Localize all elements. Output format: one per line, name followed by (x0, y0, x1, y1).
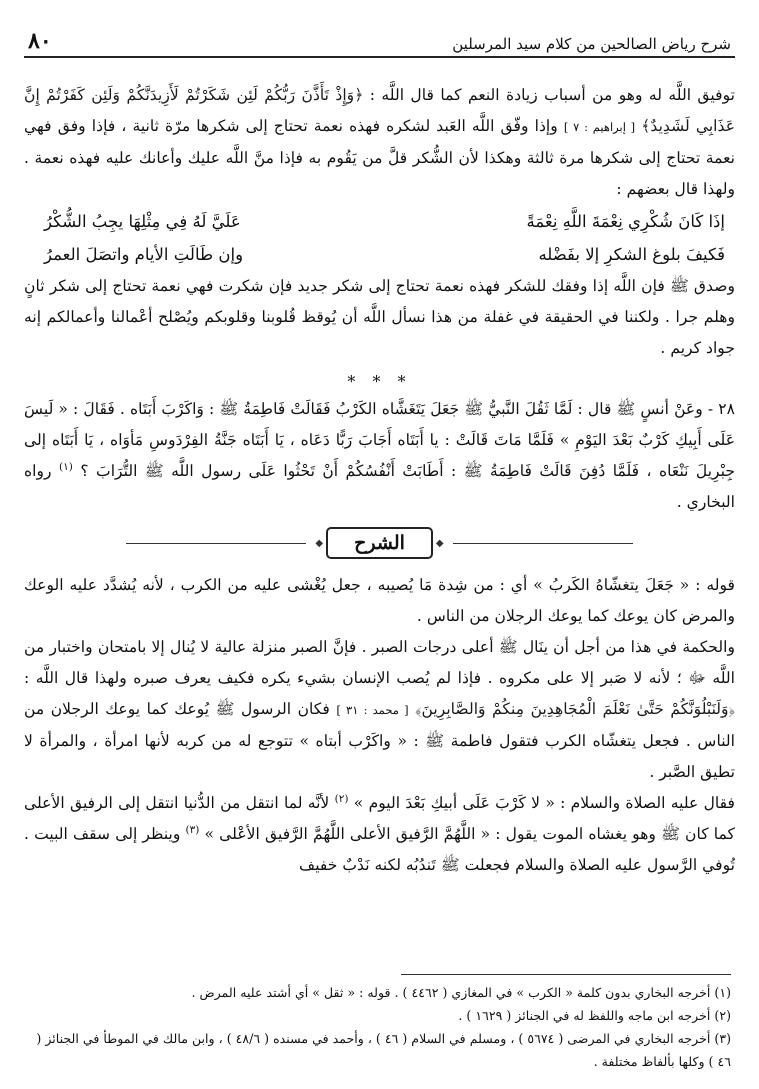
ornament-diamond-icon: ◆ (435, 537, 444, 549)
poem-line-1-left: عَلَيَّ لَهُ فِي مِثْلِهَا يجِبُ الشُّكْرُ (44, 212, 241, 231)
commentary-3-text-a: فقال عليه الصلاة والسلام : « لا كَرْبَ عَلَى أبيكِ بَعْدَ اليوم » (353, 794, 735, 812)
footnotes (28, 974, 731, 1073)
commentary-3-text-b: لأنَّه لما انتقل من الدُّنيا انتقل إلى الرفيق الأعلى كما كان ﷺ وهو يغشاه الموت يقول : « اللَّهُمَّ الرَّفيق الأعلى اللَّهُمَّ الرَّفيق الأعْلى » (24, 794, 735, 843)
intro-paragraph (24, 80, 735, 205)
commentary-3-text-c: وينظر إلى سقف البيت . تُوفي الرَّسول عليه الصلاة والسلام فجعلت ﷺ تَندُبُه لكنه نَدْبٌ خفيف (24, 825, 735, 874)
hadith-text: ٢٨ - وعَنْ أنسٍ ﷺ قال : لَمَّا ثَقُلَ النَّبيُّ ﷺ جَعَلَ يَتَغَشَّاه الكَرْبُ فَقَالَتْ فَاطِمَةُ ﷺ : وَاكَرْبَ أَبَتَاه . فَقَالَ : « لَيسَ عَلَى أَبِيكِ كَرْبٌ بَعْدَ اليَوْمِ » فَلَمَّا مَاتَ قَالَتْ : يا أَبَتَاه أَجَابَ رَبًّا دَعَاه ، يَا أَبَتَاه جَنَّةُ الفِرْدَوسِ مَأوَاه ، يَا أَبَتَاه إلى جِبْرِيلَ نَنْعَاه ، فَلَمَّا دُفِنَ قَالَتْ فَاطِمَةُ ﷺ : أَطَابَتْ أَنْفُسُكُمْ أَنْ تَحْثُوا عَلَى رسول اللَّه ﷺ التُّرَابَ ؟ (24, 400, 736, 480)
ornate-bracket-close-icon: ﴾ (641, 117, 651, 135)
quran-citation-ibrahim: [ إبراهيم : ٧ ] (563, 120, 636, 134)
ornate-bracket-open-icon: ﴿ (728, 700, 735, 718)
hadith-source: رواه البخاري . (24, 462, 735, 511)
poem-line-2-right: فَكيفَ بلوغ الشكرِ إلا بفَضْله (538, 245, 725, 264)
ornate-bracket-close-icon: ﴾ (415, 700, 422, 718)
book-page (24, 18, 735, 1073)
hadith-28 (24, 394, 735, 518)
footnote-ref-1: (١) (59, 460, 73, 473)
intro-text-b: وإذا وفّق اللَّه العَبد لشكره فهذه نعمة تحتاج إلى شكرها مرّة ثانية ، فإذا وفق فهي نعمة تحتاج إلى شكرها مرة ثالثة وهكذا لأن الشُّكر قلَّ من يَقُوم به فإذا منَّ اللَّه عليك وأعانك عليه فهذه نعمة . ولهذا قال بعضهم : (24, 117, 735, 198)
quran-verse-muhammad: وَلَنَبْلُوَنَّكُمْ حَتَّىٰ نَعْلَمَ الْمُجَاهِدِينَ مِنكُمْ وَالصَّابِرِينَ (421, 700, 729, 718)
poem-line-1 (24, 205, 735, 238)
poem-line-2-left: وإن طَالَتِ الأيام واتصَلَ العمرُ (44, 245, 244, 264)
footnote-2: (٢) أخرجه ابن ماجه واللفظ له في الجنائز ( ١٦٢٩ ) . (458, 1008, 731, 1023)
quran-verse-ibrahim: وَإِذْ تَأَذَّنَ رَبُّكُمْ لَئِن شَكَرْتُمْ لَأَزِيدَنَّكُمْ وَلَئِن كَفَرْتُمْ إِنَّ عَذَابِي لَشَدِيدٌ (24, 86, 736, 135)
footnote-ref-3: (٣) (185, 823, 200, 836)
quran-citation-muhammad: [ محمد : ٣١ ] (336, 703, 409, 717)
banner-rule-left (126, 543, 306, 544)
page-body (24, 80, 735, 881)
footnote-1: (١) أخرجه البخاري بدون كلمة « الكرب » في المغازي ( ٤٤٦٢ ) . قوله : « ثقل » أي أشتد عليه المرض . (191, 985, 731, 1000)
commentary-paragraph-3 (24, 788, 735, 881)
commentary-banner (24, 526, 735, 560)
ornament-diamond-icon: ◆ (315, 537, 324, 549)
commentary-2-text-b: فكان الرسول ﷺ يُوعك كما يوعك الرجلان من الناس . فجعل يتغشّاه الكرب فتقول فاطمة ﷺ : « واكَرْب أبتاه » تتوجع له من كربه لأنها امرأة ، والمرأة لا تطيق الصَّبر . (24, 700, 735, 781)
poem-line-1-right: إذَا كَانَ شُكْرِي نِعْمَةَ اللَّهِ نِعْمَةً (526, 212, 725, 231)
page-number: ٨٠ (28, 28, 52, 54)
commentary-paragraph-2 (24, 632, 735, 788)
commentary-paragraph-1: قوله : « جَعَلَ يتغشّاهُ الكَربُ » أي : من شِدة مَا يُصيبه ، جعل يُغْشى عليه من الكرب ، لأنه يُشدَّد عليه الوعك والمرض كان يوعك كما يوعك الرجلان من الناس . (24, 576, 736, 625)
poem-line-2 (24, 238, 735, 271)
footnote-3: (٣) أخرجه البخاري في المرضى ( ٥٦٧٤ ) ، ومسلم في السلام ( ٤٦ ) ، وأحمد في مسنده ( ٤٨/٦ ) ، وابن مالك في الموطأ في الجنائز ( ٤٦ ) وكلها بألفاظ مختلفة . (36, 1031, 731, 1069)
footnote-divider (401, 974, 731, 975)
after-poem-paragraph: وصدق ﷺ فإن اللَّه إذا وفقك للشكر فهذه نعمة تحتاج إلى شكر جديد فإن شكرت فهي نعمة تحتاج إلى شكر ثانٍ وهلم جرا . ولكننا في الحقيقة في غفلة من هذا نسأل اللَّه أن يُوقظ قُلوبنا وقلوبكم ويُصْلح أعْمالنا وأعمالكم إنه جواد كريم . (24, 277, 735, 357)
footnote-ref-2: (٢) (334, 792, 349, 805)
intro-text-a: توفيق اللَّه له وهو من أسباب زيادة النعم كما قال اللَّه : (369, 86, 735, 104)
banner-rule-right (453, 543, 633, 544)
commentary-heading: الشرح (326, 527, 433, 559)
ornate-bracket-open-icon: ﴿ (354, 86, 364, 104)
page-header (24, 18, 735, 58)
running-title: شرح رياض الصالحين من كلام سيد المرسلين (452, 35, 731, 53)
section-separator: * * * (347, 372, 412, 391)
commentary-2-text-a: والحكمة في هذا من أجل أن ينَال ﷺ أعلى درجات الصبر . فإنَّ الصبر منزلة عالية لا يُنال إلا بامتحان واختبار من اللَّه ﷻ ؛ لأنه لا صَبر إلا على مكروه . فإذا لم يُصب الإنسان بشيء يكره فكيف يعرف صبره ولهذا قال اللَّه : (24, 638, 735, 687)
